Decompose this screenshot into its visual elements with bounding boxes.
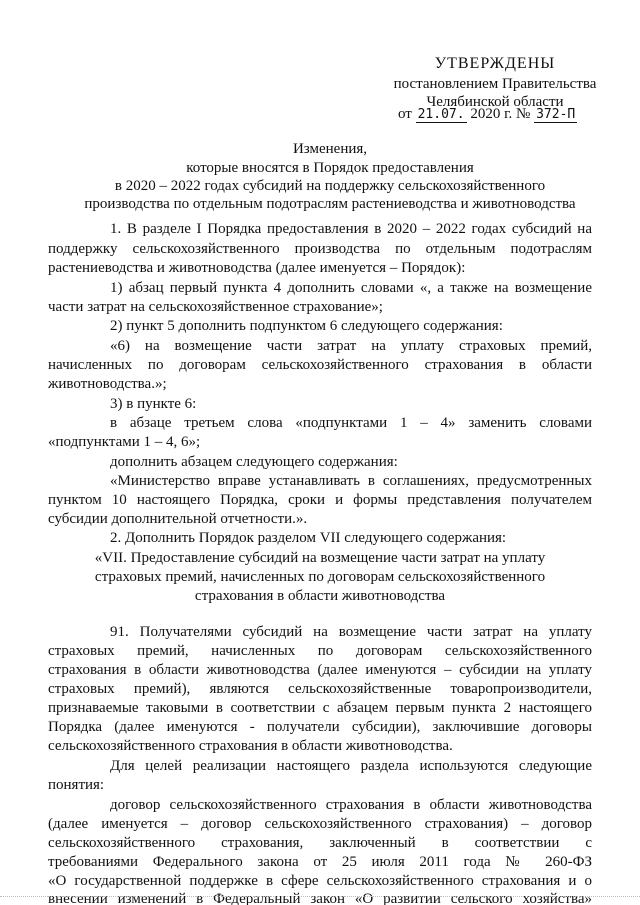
paragraph-11-line-1: Для целей реализации настоящего раздела используются следующие: [110, 758, 592, 774]
paragraph-9: 2. Дополнить Порядок разделом VII следующего содержания:: [110, 530, 507, 546]
paragraph-10-line-1: 91. Получателями субсидий на возмещение части затрат на уплату: [110, 624, 592, 640]
heading-line-4: производства по отдельным подотраслям растениеводства и животноводства: [84, 196, 576, 212]
approval-line-government: постановлением Правительства: [393, 76, 597, 92]
paragraph-10-line-7: сельскохозяйственного страхования в области животноводства.: [48, 738, 453, 754]
page-edge-divider: [0, 896, 640, 897]
paragraph-8-line-1: «Министерство вправе устанавливать в соглашениях, предусмотренных: [110, 473, 592, 489]
paragraph-4-line-3: животноводства.»;: [48, 376, 167, 392]
paragraph-12-line-3: сельскохозяйственного страхования, заключенный в соответствии с: [48, 835, 592, 851]
paragraph-4-line-1: «6) на возмещение части затрат на уплату страховых премий,: [110, 338, 592, 354]
approval-from: от: [398, 106, 412, 122]
paragraph-6-line-1: в абзаце третьем слова «подпунктами 1 – 4» заменить словами: [110, 415, 592, 431]
approval-line-region: Челябинской области: [426, 94, 564, 110]
heading-title: Изменения,: [292, 141, 368, 157]
paragraph-10-line-4: страховых премий), являются сельскохозяйственные товаропроизводители,: [48, 681, 592, 697]
paragraph-6-line-2: «подпунктами 1 – 4, 6»;: [48, 434, 201, 450]
paragraph-3: 2) пункт 5 дополнить подпунктом 6 следующего содержания:: [110, 318, 503, 334]
heading-line-3: в 2020 – 2022 годах субсидий на поддержку сельскохозяйственного: [114, 178, 546, 194]
paragraph-10-line-2: страховых премий, начисленных по договорам сельскохозяйственного: [48, 643, 592, 659]
paragraph-10-line-3: страхования в области животноводства (далее именуются – субсидии на уплату: [48, 662, 592, 678]
approval-number: 372-П: [536, 107, 576, 122]
paragraph-12-line-4: требованиями Федерального закона от 25 июля 2011 года № 260-ФЗ: [48, 854, 592, 870]
paragraph-12-line-2: (далее именуется – договор сельскохозяйственного страхования) – договор: [48, 816, 592, 832]
paragraph-7: дополнить абзацем следующего содержания:: [110, 454, 398, 470]
paragraph-2-line-1: 1) абзац первый пункта 4 дополнить словами «, а также на возмещение: [110, 280, 592, 296]
paragraph-8-line-2: пунктом 10 настоящего Порядка, сроки и формы представления получателем: [48, 492, 592, 508]
paragraph-12-line-5: «О государственной поддержке в сфере сельскохозяйственного страхования и о: [48, 873, 592, 889]
approval-year: 2020 г. №: [470, 106, 531, 122]
section-title-line-2: страховых премий, начисленных по договорам сельскохозяйственного: [94, 569, 546, 585]
paragraph-10-line-6: Порядка (далее именуются - получатели субсидии), заключившие договоры: [48, 719, 592, 735]
paragraph-12-line-6: внесении изменений в Федеральный закон «О развитии сельского хозяйства»: [48, 891, 592, 905]
heading-line-2: которые вносятся в Порядок предоставления: [186, 160, 474, 176]
approval-date-line: [398, 104, 577, 125]
paragraph-1-line-2: поддержку сельскохозяйственного производства по отдельным подотраслям: [48, 241, 592, 257]
paragraph-8-line-3: субсидии дополнительной отчетности.».: [48, 511, 308, 527]
paragraph-12-line-1: договор сельскохозяйственного страхования в области животноводства: [110, 797, 592, 813]
section-title-line-1: «VII. Предоставление субсидий на возмещение части затрат на уплату: [94, 550, 546, 566]
paragraph-1-line-1: 1. В разделе I Порядка предоставления в 2020 – 2022 годах субсидий на: [110, 221, 592, 237]
paragraph-1-line-3: растениеводства и животноводства (далее именуется – Порядок):: [48, 260, 466, 276]
approval-date: 21.07.: [417, 107, 465, 122]
approval-title: УТВЕРЖДЕНЫ: [434, 55, 556, 72]
paragraph-4-line-2: начисленных по договорам сельскохозяйственного страхования в области: [48, 357, 592, 373]
section-title-line-3: страхования в области животноводства: [194, 588, 446, 604]
paragraph-11-line-2: понятия:: [48, 777, 105, 793]
paragraph-2-line-2: части затрат на сельскохозяйственное страхование»;: [48, 299, 383, 315]
paragraph-10-line-5: признаваемые таковыми в соответствии с абзацем первым пункта 2 настоящего: [48, 700, 592, 716]
paragraph-5: 3) в пункте 6:: [110, 396, 197, 412]
